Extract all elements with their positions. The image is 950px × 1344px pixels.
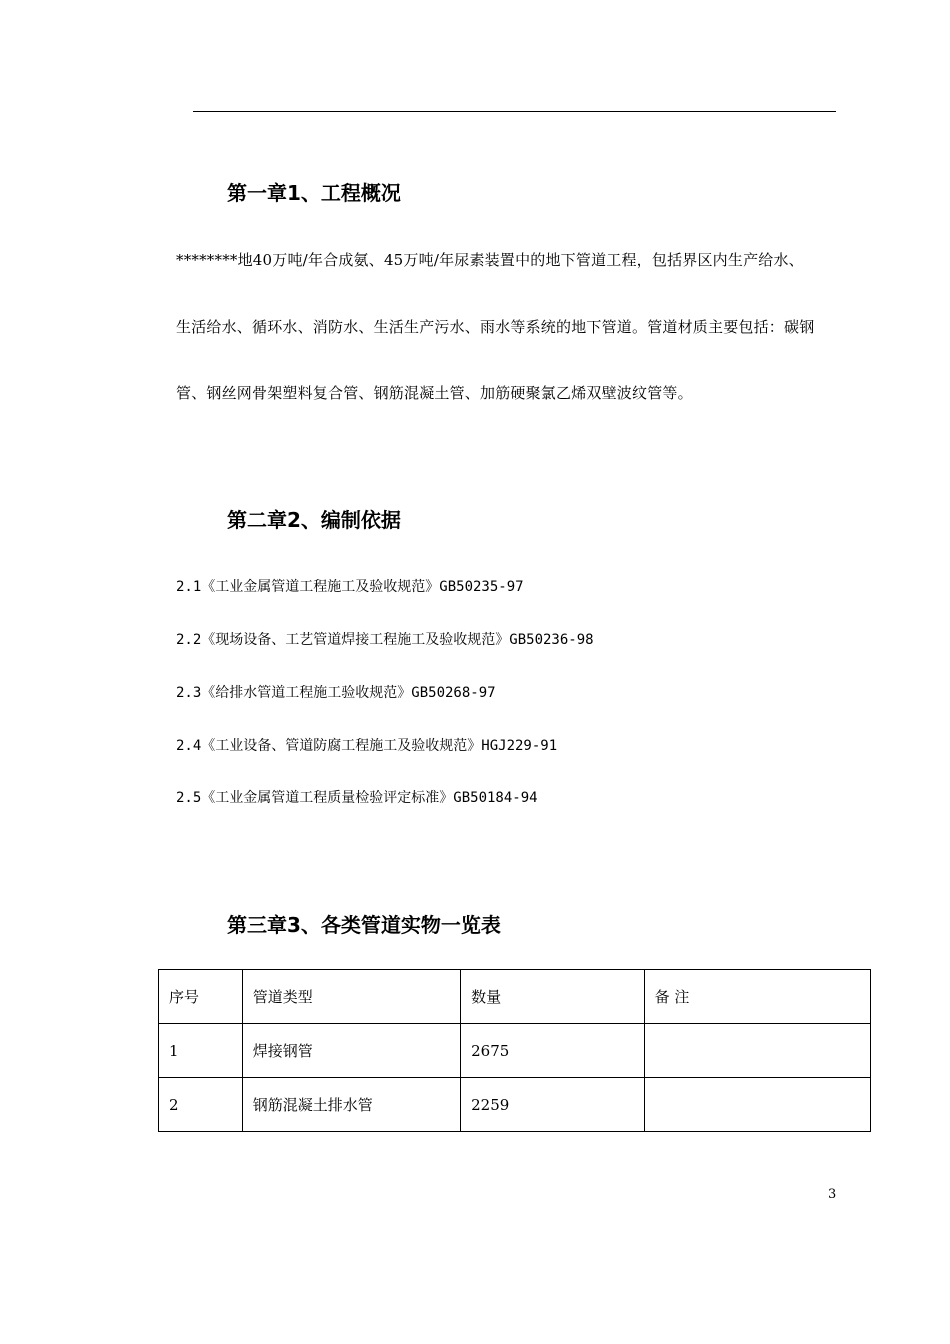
overview-line-3: 管、钢丝网骨架塑料复合管、钢筋混凝土管、加筋硬聚氯乙烯双壁波纹管等。 — [176, 384, 693, 402]
overview-line-2: 生活给水、循环水、消防水、生活生产污水、雨水等系统的地下管道。管道材质主要包括：碳钢 — [176, 318, 815, 336]
chapter-1-title: 第一章1、工程概况 — [227, 181, 401, 205]
header-rule — [193, 111, 836, 112]
chapter-3-title: 第三章3、各类管道实物一览表 — [227, 913, 501, 937]
cell-remarks — [644, 1024, 870, 1078]
cell-no: 1 — [159, 1024, 243, 1078]
table-row — [159, 1024, 871, 1078]
table-row — [159, 1078, 871, 1132]
chapter-2-title: 第二章2、编制依据 — [227, 508, 401, 532]
basis-item: 2.2《现场设备、工艺管道焊接工程施工及验收规范》GB50236-98 — [176, 632, 594, 648]
cell-type: 焊接钢管 — [242, 1024, 460, 1078]
cell-type: 钢筋混凝土排水管 — [242, 1078, 460, 1132]
page-number: 3 — [828, 1187, 837, 1202]
basis-item: 2.5《工业金属管道工程质量检验评定标准》GB50184-94 — [176, 790, 538, 806]
pipe-inventory-table — [158, 969, 871, 1132]
cell-remarks — [644, 1078, 870, 1132]
cell-quantity: 2259 — [461, 1078, 645, 1132]
cell-no: 2 — [159, 1078, 243, 1132]
basis-item: 2.4《工业设备、管道防腐工程施工及验收规范》HGJ229-91 — [176, 738, 558, 754]
header-cell-quantity: 数量 — [461, 970, 645, 1024]
table-header-row — [159, 970, 871, 1024]
header-cell-remarks: 备 注 — [644, 970, 870, 1024]
overview-line-1: ********地40万吨/年合成氨、45万吨/年尿素装置中的地下管道工程，包括界区内生产给水、 — [176, 251, 804, 269]
cell-quantity: 2675 — [461, 1024, 645, 1078]
header-cell-type: 管道类型 — [242, 970, 460, 1024]
basis-item: 2.3《给排水管道工程施工验收规范》GB50268-97 — [176, 685, 496, 701]
basis-item: 2.1《工业金属管道工程施工及验收规范》GB50235-97 — [176, 579, 524, 595]
header-cell-no: 序号 — [159, 970, 243, 1024]
